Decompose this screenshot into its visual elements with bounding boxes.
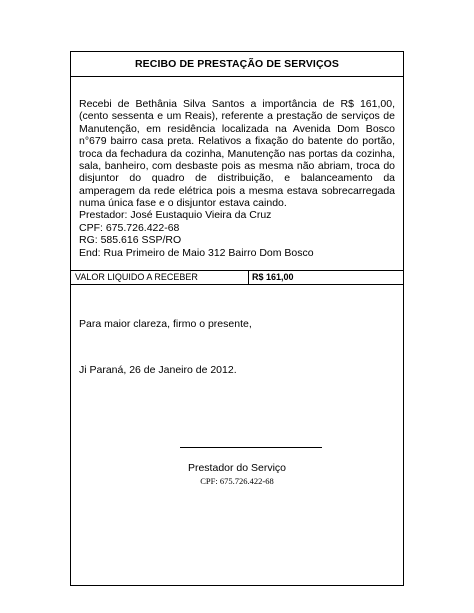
receipt-body: Recebi de Bethânia Silva Santos a importância de R$ 161,00, (cento sessenta e um Reais), referente a prestação de serviços de Manutenção, em residência localizada na Avenida Dom Bosco n°679 bairro casa preta. Relativos a fixação do batente do portão, troca da fechadura da cozinha, Manutenção nas portas da cozinha, sala, banheiro, com desbaste pois as mesma não abriam, troca do disjuntor do quadro de distribuição, e balanceamento da amperagem da rede elétrica pois a mesma estava sobrecarregada numa única fase e o disjuntor estava caindo.: [79, 98, 395, 210]
net-amount-label: VALOR LIQUIDO A RECEBER: [75, 272, 198, 282]
signature-role: Prestador do Serviço: [187, 462, 287, 474]
receipt-frame: [70, 51, 404, 586]
provider-cpf: CPF: 675.726.422-68: [79, 221, 180, 234]
provider-rg: RG: 585.616 SSP/RO: [79, 234, 182, 247]
title-divider: [71, 76, 403, 77]
clarity-statement: Para maior clareza, firmo o presente,: [79, 318, 252, 330]
receipt-title: RECIBO DE PRESTAÇÃO DE SERVIÇOS: [135, 58, 339, 70]
signature-cpf: CPF: 675.726.422-68: [200, 476, 274, 486]
date-line: Ji Paraná, 26 de Janeiro de 2012.: [79, 364, 237, 376]
net-amount-separator: [248, 271, 249, 284]
net-amount-value: R$ 161,00: [252, 272, 294, 282]
provider-details: [79, 209, 314, 259]
provider-address: End: Rua Primeiro de Maio 312 Bairro Dom Bosco: [79, 246, 314, 259]
signature-line: [180, 447, 322, 448]
provider-name: Prestador: José Eustaquio Vieira da Cruz: [79, 209, 272, 221]
net-amount-row: [71, 270, 403, 285]
